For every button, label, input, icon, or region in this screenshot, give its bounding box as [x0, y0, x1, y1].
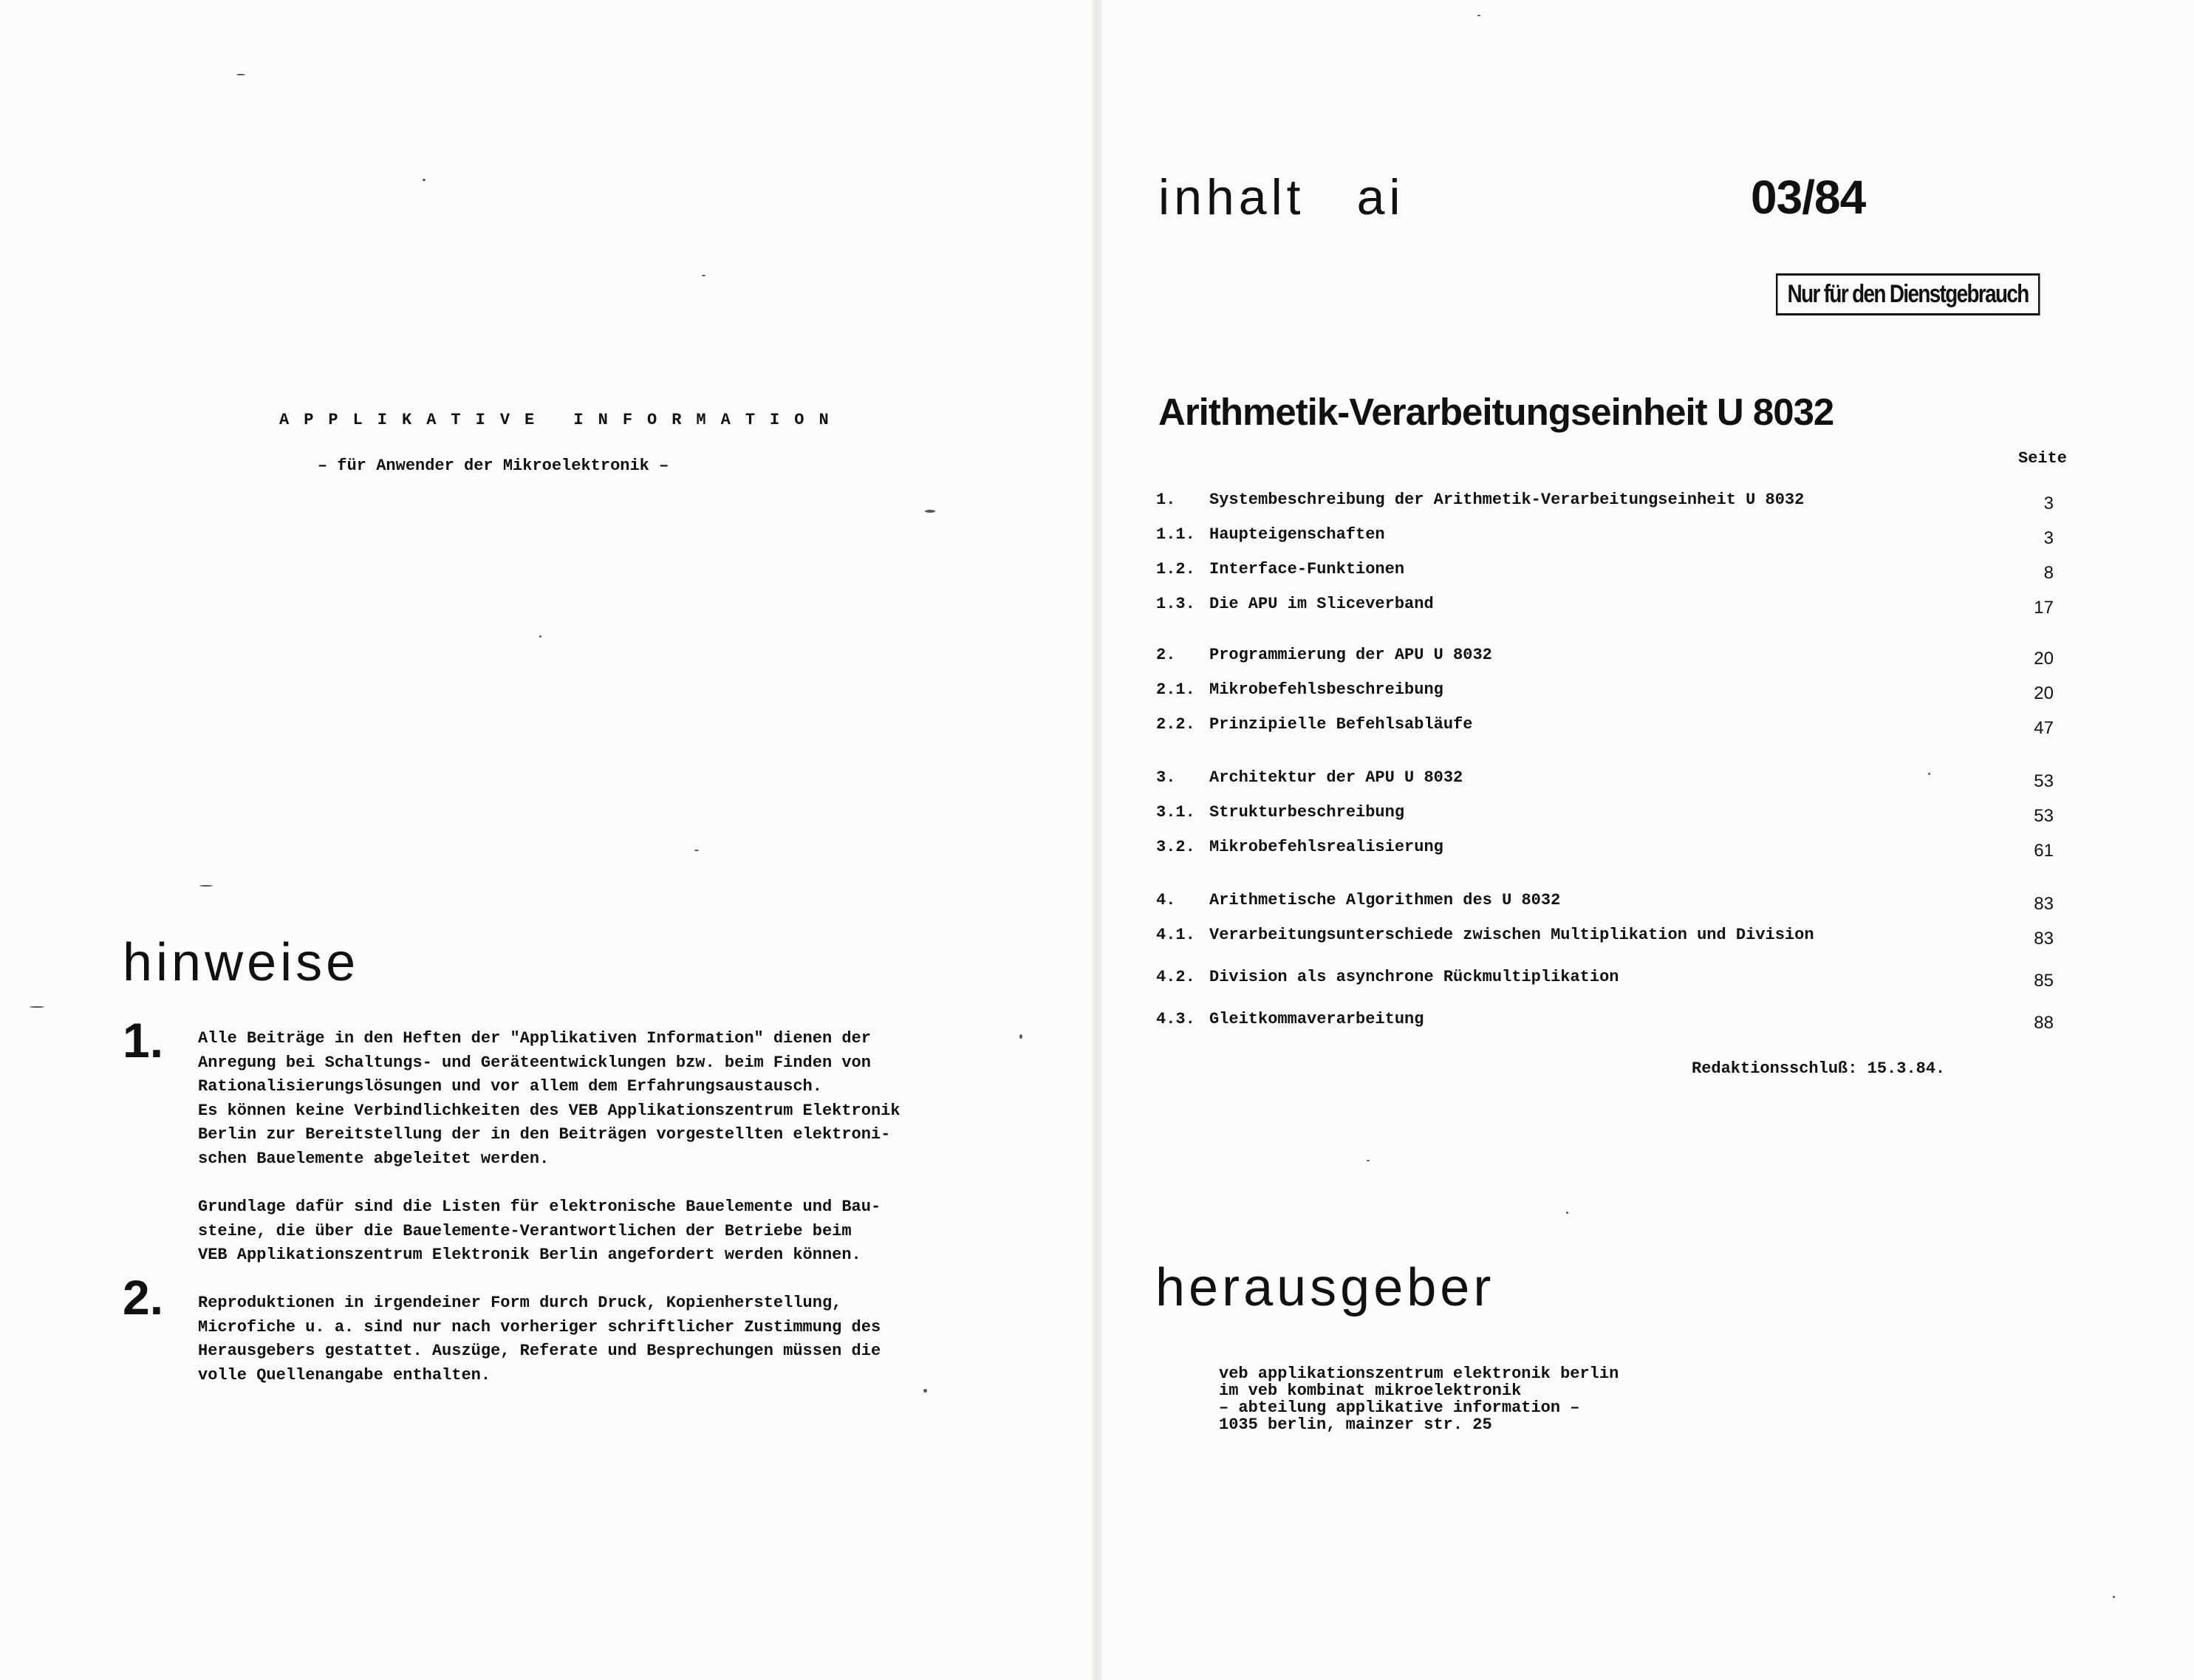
toc-title: Verarbeitungsunterschiede zwischen Multiplikation und Division [1209, 926, 1814, 944]
left-page [0, 0, 1093, 1680]
toc-number: 2.2. [1156, 715, 1195, 734]
toc-page: 53 [2034, 771, 2054, 791]
toc-title: Division als asynchrone Rückmultiplikation [1209, 968, 1619, 986]
toc-page: 8 [2043, 563, 2054, 583]
note-number-1: 1. [123, 1013, 164, 1068]
toc-row [1156, 595, 2054, 620]
toc-page: 53 [2034, 806, 2054, 826]
toc-number: 2.1. [1156, 680, 1195, 699]
toc-number: 1.3. [1156, 595, 1195, 613]
toc-row [1156, 715, 2054, 740]
toc-title: Haupteigenschaften [1209, 525, 1385, 544]
toc-title: Mikrobefehlsbeschreibung [1209, 680, 1443, 699]
note-1-paragraph-1: Alle Beiträge in den Heften der "Applikativen Information" dienen der Anregung bei Schaltungs- und Geräteentwicklungen bzw. beim Finden von Rationalisierungslösungen und vor allem dem Erfahrungsaustausch. Es können keine Verbindlichkeiten des VEB Applikationszentrum Elektronik Berlin zur Bereitstellung der in den Beiträgen vorgestellten elektroni- schen Bauelemente abgeleitet werden. [198, 1029, 901, 1168]
toc-number: 4.2. [1156, 968, 1195, 986]
toc-number: 3.2. [1156, 838, 1195, 856]
classification-stamp: Nur für den Dienstgebrauch [1776, 273, 2040, 315]
toc-number: 4. [1156, 891, 1176, 909]
toc-title: Interface-Funktionen [1209, 560, 1405, 578]
series-title: APPLIKATIVE INFORMATION [279, 411, 844, 429]
toc-page: 3 [2043, 528, 2054, 548]
toc-row [1156, 768, 2054, 793]
toc-number: 1.1. [1156, 525, 1195, 544]
toc-row [1156, 491, 2054, 516]
toc-row [1156, 968, 2054, 993]
editorial-deadline: Redaktionsschluß: 15.3.84. [1692, 1059, 1946, 1078]
toc-row [1156, 926, 2054, 951]
toc-number: 3. [1156, 768, 1176, 787]
toc-row [1156, 680, 2054, 706]
toc-row [1156, 803, 2054, 828]
toc-row [1156, 525, 2054, 550]
toc-page: 85 [2034, 971, 2054, 991]
toc-title: Architektur der APU U 8032 [1209, 768, 1463, 787]
toc-page: 88 [2034, 1013, 2054, 1033]
toc-title: Arithmetische Algorithmen des U 8032 [1209, 891, 1561, 909]
herausgeber-heading: herausgeber [1155, 1258, 1495, 1317]
toc-title: Systembeschreibung der Arithmetik-Verarbeitungseinheit U 8032 [1209, 491, 1805, 509]
note-1-paragraph-2: Grundlage dafür sind die Listen für elektronische Bauelemente und Bau- steine, die über die Bauelemente-Verantwortlichen der Betriebe beim VEB Applikationszentrum Elektronik Berlin angefordert werden können. [198, 1198, 881, 1264]
toc-number: 4.3. [1156, 1010, 1195, 1028]
page-gutter [1092, 0, 1102, 1680]
note-number-2: 2. [123, 1270, 164, 1325]
toc-page: 3 [2043, 494, 2054, 513]
toc-number: 1.2. [1156, 560, 1195, 578]
toc-page: 20 [2034, 683, 2054, 703]
series-subtitle: – für Anwender der Mikroelektronik – [318, 457, 669, 475]
toc-row [1156, 838, 2054, 863]
toc-title: Prinzipielle Befehlsabläufe [1209, 715, 1473, 734]
toc-title: Mikrobefehlsrealisierung [1209, 838, 1443, 856]
document-title: Arithmetik-Verarbeitungseinheit U 8032 [1158, 391, 1834, 433]
toc-row [1156, 646, 2054, 671]
toc-title: Programmierung der APU U 8032 [1209, 646, 1492, 664]
issue-number: 03/84 [1751, 171, 1866, 224]
inhalt-word: inhalt [1158, 169, 1305, 225]
toc-number: 2. [1156, 646, 1176, 664]
toc-page: 83 [2034, 929, 2054, 949]
toc-row [1156, 891, 2054, 916]
toc-number: 4.1. [1156, 926, 1195, 944]
toc-row [1156, 560, 2054, 585]
toc-number: 3.1. [1156, 803, 1195, 822]
toc-title: Strukturbeschreibung [1209, 803, 1405, 822]
publisher-address: veb applikationszentrum elektronik berlin im veb kombinat mikroelektronik – abteilung applikative information – 1035 berlin, mainzer str. 25 [1219, 1365, 1619, 1434]
toc-number: 1. [1156, 491, 1176, 509]
note-2-paragraph-1: Reproduktionen in irgendeiner Form durch Druck, Kopienherstellung, Microfiche u. a. sind nur nach vorheriger schriftlicher Zustimmung des Herausgebers gestattet. Auszüge, Referate und Besprechungen müssen die volle Quellenangabe enthalten. [198, 1294, 881, 1384]
toc-page: 20 [2034, 649, 2054, 669]
toc-title: Gleitkommaverarbeitung [1209, 1010, 1424, 1028]
toc-title: Die APU im Sliceverband [1209, 595, 1434, 613]
toc-page: 47 [2034, 718, 2054, 738]
ai-word: ai [1356, 169, 1405, 225]
toc-page: 17 [2034, 598, 2054, 618]
toc-page: 61 [2034, 841, 2054, 861]
page-column-label: Seite [2018, 449, 2068, 468]
toc-page: 83 [2034, 894, 2054, 914]
toc-row [1156, 1010, 2054, 1035]
inhalt-heading [1158, 168, 1405, 226]
hinweise-heading: hinweise [123, 933, 360, 992]
